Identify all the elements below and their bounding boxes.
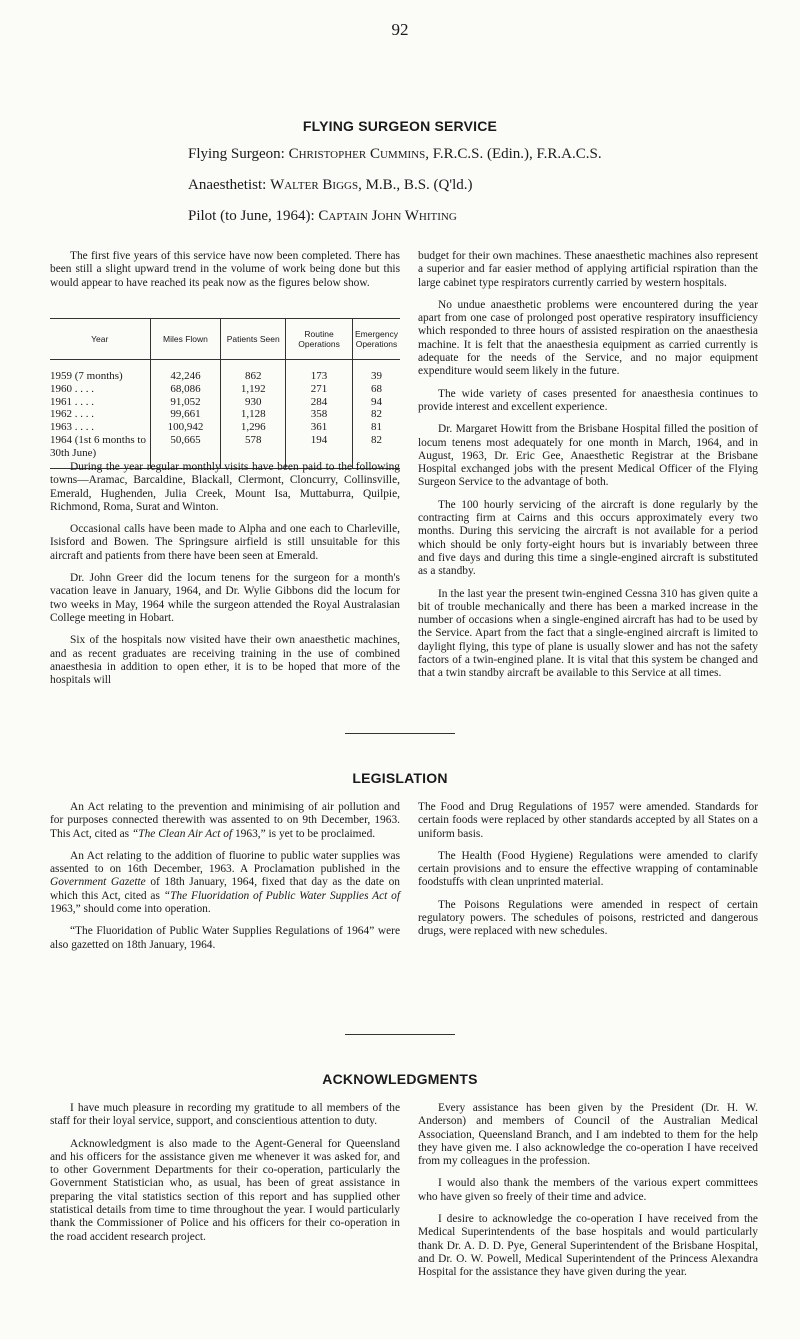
staff-surgeon	[188, 146, 602, 163]
pilot-name: Captain John Whiting	[318, 208, 457, 224]
act-title-fluoridation: “The Fluoridation of Public Water Supplies Act of	[163, 889, 400, 902]
cell-emergency: 82	[353, 434, 401, 468]
legislation-text: An Act relating to the addition of fluorine to public water supplies was assented to on 16th December, 1963. A Proclamation published in the	[50, 849, 400, 876]
cell-patients: 930	[221, 396, 286, 409]
staff-anaesthetist	[188, 177, 472, 194]
acknowledgments-paragraph: Acknowledgment is also made to the Agent-General for Queensland and his officers for the assistance given me whenever it was asked for, and to other Government Departments for their co-operation, particularly the Government Statistician who, as usual, has been of great assistance in preparing the vital statistics section of this report and has supplied other statistical details from time to time throughout the year. I would particularly thank the Commissioner of Police and his officers for their co-operation in the road accident research project.	[50, 1137, 400, 1243]
table-row	[50, 360, 400, 383]
section-title-acknowledgments: ACKNOWLEDGMENTS	[322, 1071, 478, 1087]
legislation-left-column	[50, 801, 400, 961]
acknowledgments-right-column	[418, 1102, 758, 1289]
acknowledgments-paragraph: I would also thank the members of the various expert committees who have given so freely of their time and advice.	[418, 1177, 758, 1203]
flying-statistics-table	[50, 318, 400, 469]
flying-intro-paragraph: The first five years of this service have now been completed. There has been still a slight upward trend in the volume of work being done but this would appear to have reached its peak now as the figures below show.	[50, 250, 400, 289]
flying-left-column	[50, 461, 400, 696]
table-row	[50, 383, 400, 396]
flying-paragraph: During the year regular monthly visits have been paid to the following towns—Aramac, Barcaldine, Blackall, Clermont, Cloncurry, Collinsville, Emerald, Hughenden, Julia Creek, Mount Isa, Muttaburra, Quilpie, Richmond, Roma, Surat and Winton.	[50, 461, 400, 513]
cell-year: 1960 . . . .	[50, 382, 94, 395]
acknowledgments-left-column	[50, 1102, 400, 1253]
cell-miles: 99,661	[150, 408, 221, 421]
flying-paragraph: The 100 hourly servicing of the aircraft is done regularly by the contracting firm at Cairns and this occurs approximately every two months. During this servicing the aircraft is not available for a period which should be only forty-eight hours but is invariably between three and five days and during this time a single-engined aircraft is substituted as a standby.	[418, 498, 758, 578]
acknowledgments-paragraph: I desire to acknowledge the co-operation I have received from the Medical Superintendents of the base hospitals and would particularly thank Dr. A. D. D. Pye, General Superintendent of the Brisbane Hospital, and Dr. O. W. Powell, Medical Superintendent of the Princess Alexandra Hospital for the assistance they have given during the year.	[418, 1213, 758, 1279]
cell-year: 1961 . . . .	[50, 395, 94, 408]
surgeon-role: Flying Surgeon:	[188, 146, 285, 162]
cell-patients: 862	[221, 360, 286, 383]
cell-routine: 194	[286, 434, 353, 468]
cell-routine: 361	[286, 421, 353, 434]
legislation-paragraph: The Health (Food Hygiene) Regulations were amended to clarify certain provisions and to ensure the effective wrapping of contaminable foodstuffs with clean unprinted material.	[418, 849, 758, 889]
flying-right-column	[418, 250, 758, 690]
legislation-text: An Act relating to the prevention and minimising of air pollution and for purposes connected therewith was assented to on 9th December, 1963. This Act, cited as	[50, 801, 400, 840]
legislation-right-column	[418, 801, 758, 948]
cell-patients: 1,192	[221, 383, 286, 396]
header-patients-seen: Patients Seen	[221, 319, 286, 360]
legislation-paragraph	[50, 801, 400, 841]
flying-intro-column	[50, 250, 400, 299]
anaesthetist-qualifications: , M.B., B.S. (Q'ld.)	[358, 177, 473, 193]
flying-paragraph: In the last year the present twin-engined Cessna 310 has given quite a bit of trouble mechanically and there has been a marked increase in the number of occasions when a single-engined aircraft has had to be used by the Service. Apart from the fact that a single-engined aircraft is limited to daylight flying, this type of plane is usually slower and has not the safety factors of a twin-engined plane. It is vital that this system be changed and that a twin standby aircraft be available to this Service at all times.	[418, 587, 758, 680]
section-title-flying-surgeon: FLYING SURGEON SERVICE	[302, 118, 498, 134]
legislation-paragraph: “The Fluoridation of Public Water Supplies Regulations of 1964” were also gazetted on 18th January, 1964.	[50, 925, 400, 951]
cell-emergency: 39	[353, 360, 401, 383]
table-header-row	[50, 319, 400, 360]
cell-miles: 91,052	[150, 396, 221, 409]
header-miles-flown: Miles Flown	[150, 319, 221, 360]
header-emergency-operations: Emergency Operations	[353, 319, 401, 360]
cell-miles: 50,665	[150, 434, 221, 468]
legislation-paragraph	[50, 850, 400, 916]
flying-paragraph: No undue anaesthetic problems were encountered during the year apart from one case of prolonged post operative respiratory insufficiency which responded to three hours of assisted respiration on the anaesthesia machine. It is felt that the anaesthesia equipment as carried currently is adequate for the needs of the Service, and no major equipment expenditure would seem likely in the future.	[418, 298, 758, 378]
flying-paragraph: Six of the hospitals now visited have their own anaesthetic machines, and as recent graduates are receiving training in the use of combined anaesthesia in addition to open ether, it is to be hoped that more of the hospitals will	[50, 634, 400, 687]
legislation-text: of 18th January, 1964, fixed that day as the date on which this Act, cited as	[50, 876, 401, 902]
legislation-paragraph: The Poisons Regulations were amended in respect of certain regulatory powers. The schedules of poisons, restricted and dangerous drugs, were replaced with new schedules.	[418, 898, 758, 938]
page-number: 92	[391, 20, 409, 39]
surgeon-qualifications: , F.R.C.S. (Edin.), F.R.A.C.S.	[425, 146, 602, 162]
cell-year: 1964 (1st 6 months to 30th June)	[50, 434, 150, 468]
cell-miles: 42,246	[150, 360, 221, 383]
header-year: Year	[50, 319, 150, 360]
flying-paragraph: Dr. Margaret Howitt from the Brisbane Hospital filled the position of locum tenens most adequately for one month in March, 1964, and in August, 1963, Dr. Eric Gee, Anaesthetic Registrar at the Brisbane Hospital exchanged jobs with the present Medical Officer of the Flying Surgeon Service to the advantage of both.	[418, 423, 758, 489]
cell-miles: 68,086	[150, 383, 221, 396]
flying-paragraph: The wide variety of cases presented for anaesthesia continues to provide interest and excellent experience.	[418, 387, 758, 413]
anaesthetist-name: Walter Biggs	[270, 177, 359, 193]
cell-routine: 358	[286, 408, 353, 421]
cell-year: 1959 (7 months)	[50, 370, 123, 382]
cell-patients: 578	[221, 434, 286, 468]
section-divider	[345, 1034, 455, 1035]
table-row	[50, 421, 400, 434]
cell-emergency: 68	[353, 383, 401, 396]
gazette-title: Government Gazette	[50, 876, 146, 889]
flying-paragraph: Dr. John Greer did the locum tenens for the surgeon for a month's vacation leave in January, 1964, and Dr. Wylie Gibbons did the locum for two weeks in May, 1964 while the surgeon attended the Royal Australasian College meeting in Hobart.	[50, 572, 400, 624]
section-divider	[345, 733, 455, 734]
cell-routine: 284	[286, 396, 353, 409]
header-routine-operations: Routine Operations	[286, 319, 353, 360]
flying-paragraph: budget for their own machines. These anaesthetic machines also represent a superior and far easier method of applying artificial rspiration than the large cabinet type respirators currently carried by western hospitals.	[418, 250, 758, 289]
staff-pilot	[188, 208, 457, 225]
section-title-legislation: LEGISLATION	[352, 770, 448, 786]
legislation-text: 1963,” should come into operation.	[50, 903, 211, 916]
cell-emergency: 94	[353, 396, 401, 409]
cell-emergency: 81	[353, 421, 401, 434]
acknowledgments-paragraph: Every assistance has been given by the President (Dr. H. W. Anderson) and members of Council of the Australian Medical Association, Queensland Branch, and I am indebted to them for the help they have given me. I also acknowledge the co-operation I have received from my colleagues in the profession.	[418, 1102, 758, 1168]
cell-patients: 1,296	[221, 421, 286, 434]
flying-paragraph: Occasional calls have been made to Alpha and one each to Charleville, Isisford and Bowen. The Springsure airfield is still unsuitable for this aircraft and patients from there have been seen at Emerald.	[50, 523, 400, 562]
acknowledgments-paragraph: I have much pleasure in recording my gratitude to all members of the staff for their loyal service, support, and conscientious attention to duty.	[50, 1102, 400, 1128]
table-row	[50, 396, 400, 409]
cell-emergency: 82	[353, 408, 401, 421]
cell-patients: 1,128	[221, 408, 286, 421]
cell-year: 1963 . . . .	[50, 421, 94, 434]
act-title-clean-air: “The Clean Air Act of	[131, 827, 233, 840]
legislation-paragraph: The Food and Drug Regulations of 1957 were amended. Standards for certain foods were replaced by other standards accepted by all States on a uniform basis.	[418, 801, 758, 840]
cell-miles: 100,942	[150, 421, 221, 434]
pilot-role: Pilot (to June, 1964):	[188, 208, 315, 224]
cell-routine: 173	[286, 360, 353, 383]
legislation-text: 1963,” is yet to be proclaimed.	[232, 827, 376, 840]
surgeon-name: Christopher Cummins	[288, 146, 426, 162]
anaesthetist-role: Anaesthetist:	[188, 177, 267, 193]
cell-routine: 271	[286, 383, 353, 396]
cell-year: 1962 . . . .	[50, 408, 94, 421]
table-row	[50, 408, 400, 421]
